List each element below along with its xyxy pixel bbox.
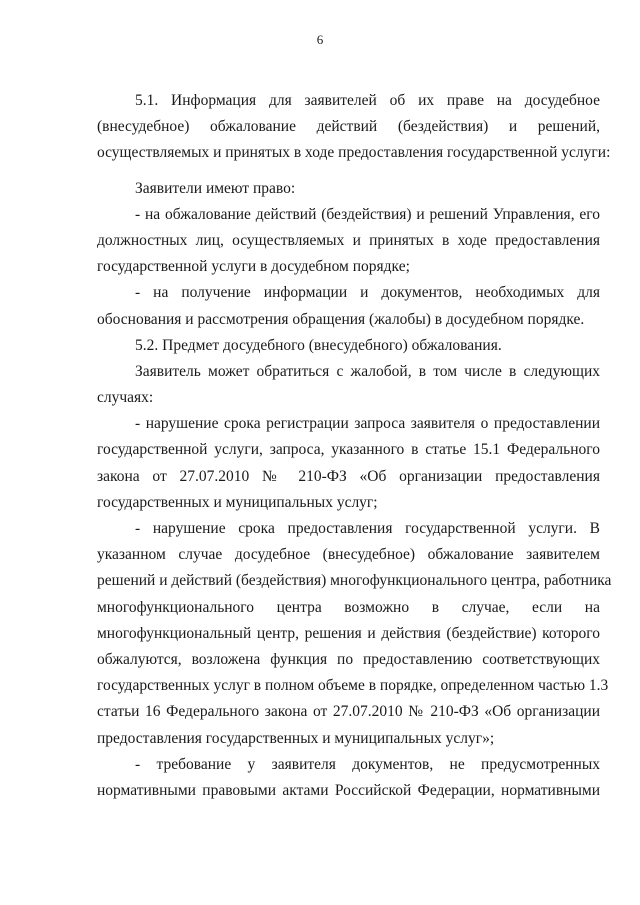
text-line: статьи 16 Федерального закона от 27.07.2010 № 210-ФЗ «Об организации	[97, 703, 600, 721]
text-line: нормативными правовыми актами Российской Федерации, нормативными	[97, 781, 600, 799]
text-line: должностных лиц, осуществляемых и принятых в ходе предоставления	[97, 231, 600, 249]
text-line: решений и действий (бездействия) многофункционального центра, работника	[97, 572, 612, 590]
text-line: закона от 27.07.2010 № 210-ФЗ «Об организации предоставления	[97, 467, 600, 485]
text-line: (внесудебное) обжалование действий (бездействия) и решений,	[97, 118, 600, 136]
text-line: многофункциональный центр, решения и действия (бездействие) которого	[97, 624, 600, 642]
text-line: государственной услуги в досудебном порядке;	[97, 258, 410, 276]
text-line: обжалуются, возложена функция по предоставлению соответствующих	[97, 650, 600, 668]
text-line: - нарушение срока предоставления государственной услуги. В	[135, 520, 600, 537]
text-line: государственных и муниципальных услуг;	[97, 493, 378, 511]
text-line: осуществляемых и принятых в ходе предоставления государственной услуги:	[97, 144, 611, 162]
document-body	[97, 88, 612, 804]
text-line: предоставления государственных и муниципальных услуг»;	[97, 729, 495, 747]
paragraph-gap	[97, 167, 600, 176]
text-line: - требование у заявителя документов, не предусмотренных	[135, 755, 600, 773]
text-line: государственных услуг в полном объеме в порядке, определенном частью 1.3	[97, 677, 609, 695]
text-line: Заявитель может обратиться с жалобой, в том числе в следующих	[135, 362, 600, 380]
text-line: указанном случае досудебное (внесудебное) обжалование заявителем	[97, 546, 600, 564]
text-line: 5.2. Предмет досудебного (внесудебного) обжалования.	[135, 336, 502, 354]
text-line: случаях:	[97, 389, 154, 407]
text-line: Заявители имеют право:	[135, 179, 296, 197]
text-line: - нарушение срока регистрации запроса заявителя о предоставлении	[135, 415, 600, 433]
text-line: - на обжалование действий (бездействия) и решений Управления, его	[135, 205, 600, 223]
text-line: многофункционального центра возможно в случае, если на	[97, 598, 600, 616]
text-line: - на получение информации и документов, необходимых для	[135, 284, 600, 302]
page-number: 6	[316, 32, 324, 47]
text-line: 5.1. Информация для заявителей об их праве на досудебное	[135, 92, 600, 109]
text-line: обоснования и рассмотрения обращения (жалобы) в досудебном порядке.	[97, 310, 585, 328]
text-line: государственной услуги, запроса, указанного в статье 15.1 Федерального	[97, 441, 600, 459]
